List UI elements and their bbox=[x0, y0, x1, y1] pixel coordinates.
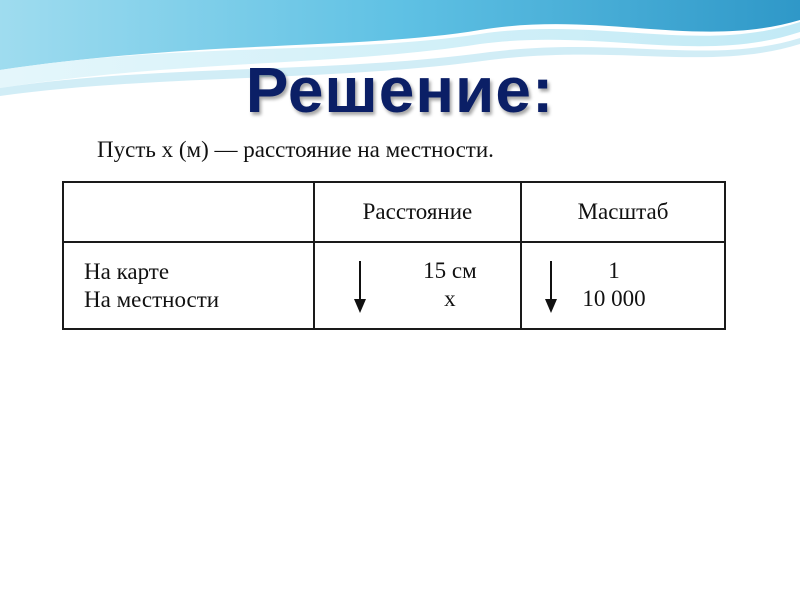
distance-values-cell bbox=[314, 242, 521, 329]
row-label-map: На карте bbox=[84, 258, 170, 284]
problem-scan bbox=[50, 133, 750, 340]
slide-title: Решение: bbox=[245, 54, 555, 126]
distance-on-terrain: x bbox=[444, 286, 456, 311]
arrow-down-icon bbox=[353, 261, 367, 313]
distance-on-map: 15 см bbox=[423, 258, 477, 283]
scale-values-cell bbox=[521, 242, 725, 329]
scale-values bbox=[574, 257, 654, 313]
problem-intro-text: Пусть x (м) — расстояние на местности. bbox=[97, 137, 494, 162]
header-distance: Расстояние bbox=[314, 182, 521, 242]
row-labels-cell bbox=[63, 242, 314, 329]
proportion-table bbox=[62, 181, 726, 330]
table-header-row bbox=[63, 182, 725, 242]
distance-values bbox=[405, 257, 495, 313]
table-row bbox=[63, 242, 725, 329]
arrow-down-icon bbox=[544, 261, 558, 313]
header-scale: Масштаб bbox=[521, 182, 725, 242]
row-label-terrain: На местности bbox=[84, 286, 220, 312]
scale-on-terrain: 10 000 bbox=[582, 286, 646, 311]
scale-on-map: 1 bbox=[608, 258, 620, 283]
header-empty-cell bbox=[63, 182, 314, 242]
